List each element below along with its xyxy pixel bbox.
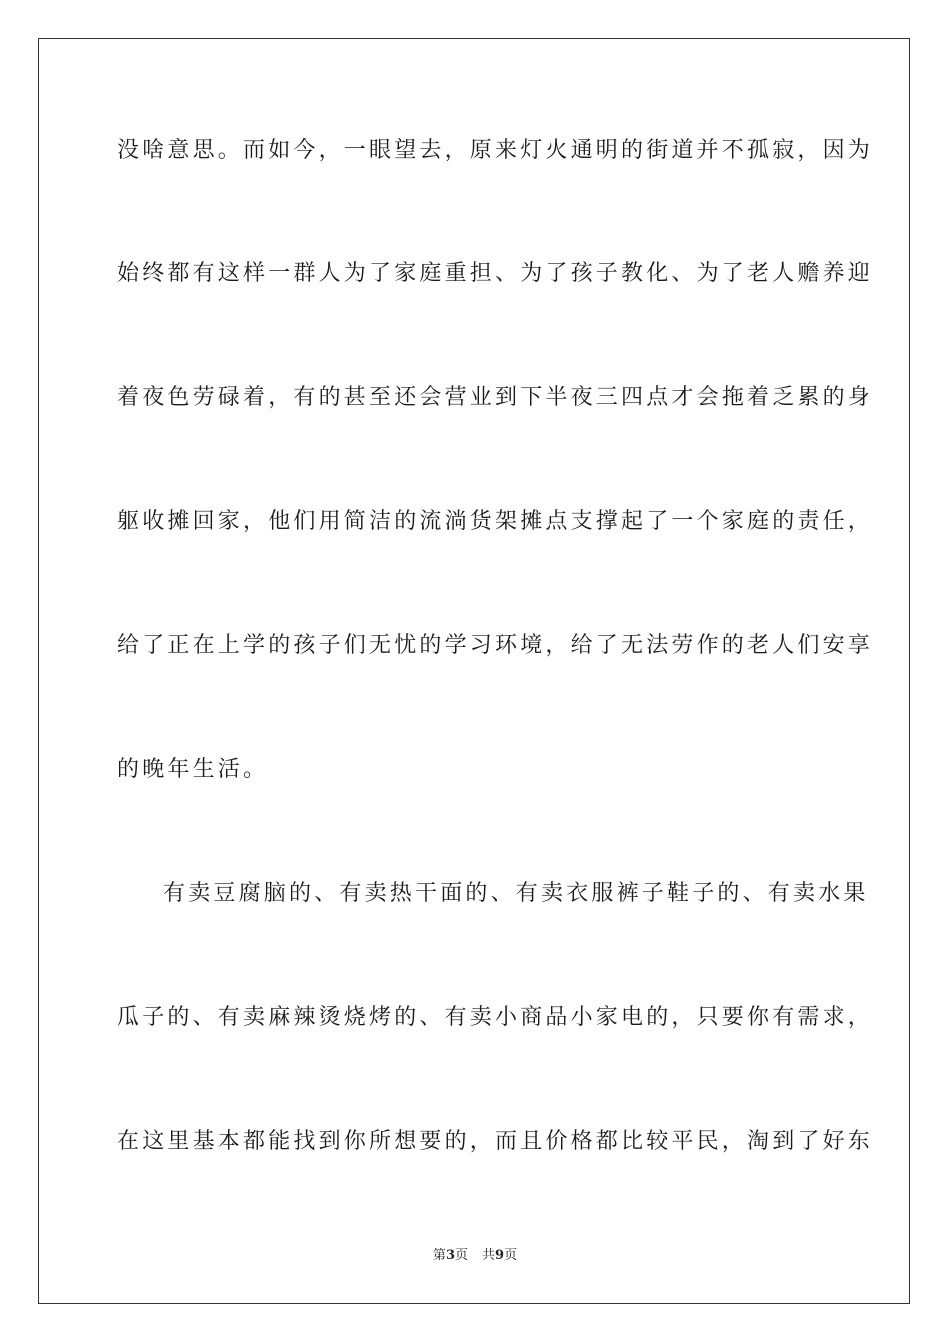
body-text-line: 着夜色劳碌着，有的甚至还会营业到下半夜三四点才会拖着乏累的身 (117, 385, 874, 410)
body-text-line: 瓜子的、有卖麻辣烫烧烤的、有卖小商品小家电的，只要你有需求， (117, 1005, 874, 1030)
total-suffix: 页 (504, 1248, 518, 1263)
total-page-count: 9 (495, 1248, 505, 1263)
body-text-line: 给了正在上学的孩子们无忧的学习环境，给了无法劳作的老人们安享 (117, 633, 874, 658)
page-suffix: 页 (454, 1248, 468, 1263)
paragraph-first-line: 有卖豆腐脑的、有卖热干面的、有卖衣服裤子鞋子的、有卖水果 (163, 881, 869, 906)
body-text-line: 躯收摊回家，他们用简洁的流淌货架摊点支撑起了一个家庭的责任， (117, 509, 874, 534)
page-prefix: 第 (432, 1248, 446, 1263)
total-prefix: 共 (482, 1248, 496, 1263)
page-footer (0, 1247, 950, 1265)
body-text-line: 没啥意思。而如今，一眼望去，原来灯火通明的街道并不孤寂，因为 (117, 138, 874, 163)
current-page-number: 3 (445, 1248, 455, 1263)
page-border (38, 38, 910, 1304)
body-text-line: 的晚年生活。 (117, 757, 269, 782)
body-text-line: 始终都有这样一群人为了家庭重担、为了孩子教化、为了老人赡养迎 (117, 261, 874, 286)
body-text-line: 在这里基本都能找到你所想要的，而且价格都比较平民，淘到了好东 (117, 1129, 874, 1154)
